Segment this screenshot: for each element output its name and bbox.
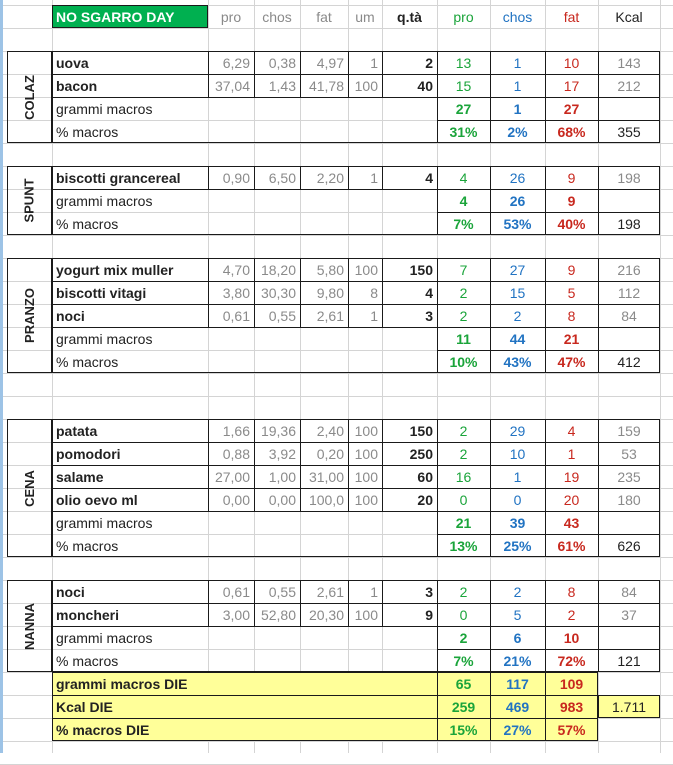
perc-pro[interactable]: 10% xyxy=(449,353,478,370)
pro-grams[interactable]: 2 xyxy=(459,445,468,462)
grammi-pro[interactable]: 27 xyxy=(455,100,472,117)
chos-per-unit[interactable]: 19,36 xyxy=(260,422,296,439)
pro-grams[interactable]: 2 xyxy=(459,583,468,600)
perc-fat[interactable]: 40% xyxy=(557,215,586,232)
fat-grams[interactable]: 1 xyxy=(567,445,576,462)
pro-grams[interactable]: 7 xyxy=(459,261,468,278)
unit-measure[interactable]: 1 xyxy=(370,169,378,186)
perc-kcal-total[interactable]: 355 xyxy=(617,123,641,140)
cell-border xyxy=(300,166,301,189)
fat-per-unit[interactable]: 2,61 xyxy=(316,307,344,324)
quantity[interactable]: 4 xyxy=(425,284,433,301)
chos-per-unit[interactable]: 3,92 xyxy=(268,445,296,462)
grammi-chos[interactable]: 26 xyxy=(509,192,526,209)
fat-grams[interactable]: 9 xyxy=(567,261,576,278)
cell-border xyxy=(208,51,209,97)
chos-per-unit[interactable]: 52,80 xyxy=(260,606,296,623)
food-name[interactable]: olio oevo ml xyxy=(56,491,138,508)
grammi-fat[interactable]: 10 xyxy=(563,629,580,646)
grammi-fat[interactable]: 43 xyxy=(563,514,580,531)
cell-border xyxy=(348,419,349,511)
cell-border xyxy=(348,166,349,189)
perc-chos[interactable]: 25% xyxy=(503,537,532,554)
grammi-macros-label[interactable]: grammi macros xyxy=(56,514,153,531)
unit-measure[interactable]: 100 xyxy=(354,468,378,485)
cell-border xyxy=(382,580,383,626)
pro-per-unit[interactable]: 3,80 xyxy=(222,284,250,301)
cell-border xyxy=(545,580,546,672)
fat-per-unit[interactable]: 20,30 xyxy=(308,606,344,623)
gridline-h xyxy=(0,557,673,558)
pro-per-unit[interactable]: 6,29 xyxy=(222,54,250,71)
fat-grams[interactable]: 17 xyxy=(563,77,580,94)
perc-macros-label[interactable]: % macros xyxy=(56,215,119,232)
cell-border xyxy=(382,258,383,327)
totals-perc-fat[interactable]: 57% xyxy=(557,721,586,738)
totals-perc-label[interactable]: % macros DIE xyxy=(56,721,150,738)
cell-border xyxy=(490,419,491,557)
cell-border xyxy=(52,189,660,190)
food-name[interactable]: pomodori xyxy=(56,445,121,462)
food-name[interactable]: uova xyxy=(56,54,89,71)
gridline-h xyxy=(0,143,673,144)
cell-border xyxy=(254,51,255,97)
cell-border xyxy=(437,51,438,143)
chos-grams[interactable]: 10 xyxy=(509,445,526,462)
kcal[interactable]: 84 xyxy=(621,583,637,600)
cell-border xyxy=(382,419,383,511)
cell-border xyxy=(254,258,255,327)
chos-per-unit[interactable]: 0,00 xyxy=(268,491,296,508)
totals-kcal-grand[interactable]: 1.711 xyxy=(612,698,646,715)
food-name[interactable]: salame xyxy=(56,468,104,485)
cell-border xyxy=(598,419,599,557)
food-name[interactable]: patata xyxy=(56,422,98,439)
grammi-macros-label[interactable]: grammi macros xyxy=(56,100,153,117)
fat-grams[interactable]: 2 xyxy=(567,606,576,623)
kcal[interactable]: 212 xyxy=(617,77,641,94)
cell-border xyxy=(348,51,349,97)
grammi-pro[interactable]: 4 xyxy=(459,192,468,209)
perc-chos[interactable]: 21% xyxy=(503,652,532,669)
totals-kcal-label[interactable]: Kcal DIE xyxy=(56,698,113,715)
cell-border xyxy=(382,166,383,189)
section-label-text: COLAZ xyxy=(22,74,37,120)
cell-border xyxy=(52,97,660,98)
perc-kcal-total[interactable]: 198 xyxy=(617,215,641,232)
fat-grams[interactable]: 8 xyxy=(567,583,576,600)
cell-border xyxy=(348,258,349,327)
unit-measure[interactable]: 1 xyxy=(370,54,378,71)
food-name[interactable]: noci xyxy=(56,583,85,600)
chos-per-unit[interactable]: 1,00 xyxy=(268,468,296,485)
fat-grams[interactable]: 8 xyxy=(567,307,576,324)
chos-grams[interactable]: 2 xyxy=(513,583,522,600)
chos-grams[interactable]: 5 xyxy=(513,606,522,623)
quantity[interactable]: 60 xyxy=(417,468,433,485)
fat-per-unit[interactable]: 2,40 xyxy=(316,422,344,439)
gridline-h xyxy=(0,373,673,374)
unit-measure[interactable]: 1 xyxy=(370,583,378,600)
cell-border xyxy=(437,419,438,557)
gridline-h xyxy=(0,741,673,742)
totals-grammi-fat[interactable]: 109 xyxy=(559,675,584,692)
totals-perc-chos[interactable]: 27% xyxy=(503,721,532,738)
cell-border xyxy=(437,212,660,213)
cell-border xyxy=(52,327,660,328)
cell-border xyxy=(545,51,546,143)
quantity[interactable]: 9 xyxy=(425,606,433,623)
cell-border xyxy=(254,580,255,626)
cell-border xyxy=(490,580,491,672)
totals-kcal-pro[interactable]: 259 xyxy=(451,698,476,715)
perc-chos[interactable]: 2% xyxy=(507,123,528,140)
chos-grams[interactable]: 0 xyxy=(513,491,522,508)
cell-border xyxy=(437,580,438,672)
fat-per-unit[interactable]: 5,80 xyxy=(316,261,344,278)
pro-per-unit[interactable]: 0,88 xyxy=(222,445,250,462)
quantity[interactable]: 150 xyxy=(409,261,433,278)
chos-grams[interactable]: 27 xyxy=(509,261,526,278)
cell-border xyxy=(300,258,301,327)
grammi-fat[interactable]: 9 xyxy=(567,192,576,209)
fat-per-unit[interactable]: 0,20 xyxy=(316,445,344,462)
quantity[interactable]: 3 xyxy=(425,307,433,324)
perc-fat[interactable]: 68% xyxy=(557,123,586,140)
gridline-v xyxy=(660,0,661,753)
section-label xyxy=(7,258,52,373)
perc-fat[interactable]: 72% xyxy=(557,652,586,669)
fat-per-unit[interactable]: 100,0 xyxy=(308,491,344,508)
pro-per-unit[interactable]: 4,70 xyxy=(222,261,250,278)
cell-border xyxy=(545,672,546,741)
cell-border xyxy=(490,258,491,373)
grammi-chos[interactable]: 6 xyxy=(513,629,522,646)
cell-border xyxy=(208,258,209,327)
perc-fat[interactable]: 47% xyxy=(557,353,586,370)
pro-grams[interactable]: 2 xyxy=(459,422,468,439)
unit-measure[interactable]: 100 xyxy=(354,77,378,94)
cell-border xyxy=(52,626,660,627)
gridline-h xyxy=(0,396,673,397)
grammi-macros-label[interactable]: grammi macros xyxy=(56,192,153,209)
quantity[interactable]: 3 xyxy=(425,583,433,600)
cell-border xyxy=(545,166,546,235)
fat-grams[interactable]: 4 xyxy=(567,422,576,439)
row-header-edge xyxy=(0,0,3,753)
column-header[interactable]: Kcal xyxy=(615,8,643,25)
grammi-macros-label[interactable]: grammi macros xyxy=(56,330,153,347)
fat-grams[interactable]: 9 xyxy=(567,169,576,186)
section-label xyxy=(7,51,52,143)
cell-border xyxy=(52,304,660,305)
gridline-h xyxy=(0,28,673,29)
chos-per-unit[interactable]: 1,43 xyxy=(268,77,296,94)
pro-per-unit[interactable]: 37,04 xyxy=(214,77,250,94)
cell-border xyxy=(437,350,660,351)
fat-grams[interactable]: 10 xyxy=(563,54,580,71)
perc-macros-label[interactable]: % macros xyxy=(56,353,119,370)
grammi-fat[interactable]: 21 xyxy=(563,330,580,347)
cell-border xyxy=(52,511,660,512)
chos-per-unit[interactable]: 0,38 xyxy=(268,54,296,71)
grammi-pro[interactable]: 11 xyxy=(456,330,471,347)
cell-border xyxy=(300,419,301,511)
unit-measure[interactable]: 100 xyxy=(354,445,378,462)
grammi-macros-label[interactable]: grammi macros xyxy=(56,629,153,646)
food-name[interactable]: yogurt mix muller xyxy=(56,261,174,278)
chos-grams[interactable]: 15 xyxy=(509,284,526,301)
column-header[interactable]: pro xyxy=(453,8,474,25)
chos-grams[interactable]: 2 xyxy=(513,307,522,324)
pro-per-unit[interactable]: 0,00 xyxy=(222,491,250,508)
pro-per-unit[interactable]: 0,61 xyxy=(222,583,250,600)
section-label xyxy=(7,166,52,235)
cell-border xyxy=(490,51,491,143)
totals-grammi-label[interactable]: grammi macros DIE xyxy=(56,675,188,692)
pro-grams[interactable]: 0 xyxy=(459,491,468,508)
kcal[interactable]: 112 xyxy=(617,284,641,301)
column-header[interactable]: pro xyxy=(220,8,242,25)
kcal[interactable]: 198 xyxy=(617,169,641,186)
gridline-h xyxy=(0,235,673,236)
perc-pro[interactable]: 7% xyxy=(453,215,474,232)
cell-border xyxy=(545,419,546,557)
pro-per-unit[interactable]: 1,66 xyxy=(222,422,250,439)
cell-border xyxy=(437,649,660,650)
cell-border xyxy=(254,166,255,189)
perc-kcal-total[interactable]: 412 xyxy=(617,353,641,370)
chos-per-unit[interactable]: 30,30 xyxy=(260,284,296,301)
food-name[interactable]: noci xyxy=(56,307,85,324)
grammi-pro[interactable]: 2 xyxy=(459,629,468,646)
totals-kcal-fat[interactable]: 983 xyxy=(559,698,584,715)
quantity[interactable]: 250 xyxy=(409,445,433,462)
fat-per-unit[interactable]: 9,80 xyxy=(316,284,344,301)
column-header[interactable]: chos xyxy=(262,8,292,25)
chos-grams[interactable]: 26 xyxy=(509,169,526,186)
perc-kcal-total[interactable]: 121 xyxy=(617,652,641,669)
fat-per-unit[interactable]: 2,61 xyxy=(316,583,344,600)
quantity[interactable]: 150 xyxy=(409,422,433,439)
cell-border xyxy=(52,442,660,443)
pro-per-unit[interactable]: 3,00 xyxy=(222,606,250,623)
grammi-chos[interactable]: 44 xyxy=(509,330,526,347)
kcal[interactable]: 235 xyxy=(617,468,641,485)
column-header[interactable]: fat xyxy=(563,8,580,25)
unit-measure[interactable]: 8 xyxy=(370,284,378,301)
cell-border xyxy=(437,672,438,741)
chos-grams[interactable]: 1 xyxy=(513,54,522,71)
column-header[interactable]: fat xyxy=(316,8,332,25)
pro-grams[interactable]: 2 xyxy=(459,284,468,301)
cell-border xyxy=(52,603,660,604)
cell-border xyxy=(52,488,660,489)
chos-grams[interactable]: 1 xyxy=(513,77,522,94)
perc-macros-label[interactable]: % macros xyxy=(56,652,119,669)
section-label-text: SPUNT xyxy=(22,178,37,223)
cell-border xyxy=(208,419,209,511)
perc-pro[interactable]: 13% xyxy=(449,537,478,554)
pro-per-unit[interactable]: 0,61 xyxy=(222,307,250,324)
perc-macros-label[interactable]: % macros xyxy=(56,123,119,140)
unit-measure[interactable]: 100 xyxy=(354,422,378,439)
grammi-chos[interactable]: 1 xyxy=(513,100,522,117)
food-name[interactable]: biscotti vitagi xyxy=(56,284,147,301)
cell-border xyxy=(52,718,598,719)
cell-border xyxy=(52,74,660,75)
cell-border xyxy=(598,166,599,235)
kcal[interactable]: 84 xyxy=(621,307,637,324)
quantity[interactable]: 40 xyxy=(417,77,433,94)
unit-measure[interactable]: 1 xyxy=(370,307,378,324)
kcal[interactable]: 216 xyxy=(617,261,641,278)
cell-border xyxy=(490,166,491,235)
quantity[interactable]: 4 xyxy=(425,169,433,186)
pro-grams[interactable]: 2 xyxy=(459,307,468,324)
fat-grams[interactable]: 19 xyxy=(563,468,580,485)
food-name[interactable]: biscotti grancereal xyxy=(56,169,181,186)
chos-per-unit[interactable]: 0,55 xyxy=(268,583,296,600)
kcal[interactable]: 37 xyxy=(621,606,637,623)
chos-grams[interactable]: 29 xyxy=(509,422,526,439)
food-name[interactable]: bacon xyxy=(56,77,98,94)
column-header[interactable]: chos xyxy=(502,8,533,25)
perc-chos[interactable]: 53% xyxy=(503,215,532,232)
cell-border xyxy=(254,419,255,511)
cell-border xyxy=(52,281,660,282)
cell-border xyxy=(348,580,349,626)
chos-per-unit[interactable]: 0,55 xyxy=(268,307,296,324)
fat-per-unit[interactable]: 41,78 xyxy=(308,77,344,94)
column-header[interactable]: q.tà xyxy=(397,8,422,25)
cell-border xyxy=(382,51,383,97)
perc-macros-label[interactable]: % macros xyxy=(56,537,119,554)
section-label xyxy=(7,419,52,557)
totals-grammi-pro[interactable]: 65 xyxy=(455,675,472,692)
cell-border xyxy=(300,580,301,626)
perc-pro[interactable]: 31% xyxy=(449,123,478,140)
fat-per-unit[interactable]: 4,97 xyxy=(316,54,344,71)
cell-border xyxy=(208,580,209,626)
pro-grams[interactable]: 4 xyxy=(459,169,468,186)
quantity[interactable]: 2 xyxy=(425,54,433,71)
unit-measure[interactable]: 100 xyxy=(354,491,378,508)
chos-per-unit[interactable]: 18,20 xyxy=(260,261,296,278)
chos-per-unit[interactable]: 6,50 xyxy=(268,169,296,186)
cell-border xyxy=(52,465,660,466)
cell-border xyxy=(545,258,546,373)
gridline-v xyxy=(382,0,383,753)
totals-kcal-chos[interactable]: 469 xyxy=(505,698,530,715)
pro-grams[interactable]: 13 xyxy=(455,54,472,71)
pro-per-unit[interactable]: 0,90 xyxy=(222,169,250,186)
cell-border xyxy=(437,120,660,121)
cell-border xyxy=(437,258,438,373)
fat-per-unit[interactable]: 2,20 xyxy=(316,169,344,186)
cell-border xyxy=(598,580,599,672)
cell-border xyxy=(300,51,301,97)
kcal[interactable]: 159 xyxy=(617,422,641,439)
pro-grams[interactable]: 15 xyxy=(455,77,472,94)
grammi-pro[interactable]: 21 xyxy=(455,514,472,531)
cell-border xyxy=(208,166,209,189)
kcal[interactable]: 53 xyxy=(621,445,637,462)
cell-border xyxy=(490,672,491,741)
cell-border xyxy=(437,166,438,235)
pro-per-unit[interactable]: 27,00 xyxy=(214,468,250,485)
perc-pro[interactable]: 7% xyxy=(453,652,474,669)
fat-grams[interactable]: 5 xyxy=(567,284,576,301)
pro-grams[interactable]: 16 xyxy=(455,468,472,485)
perc-kcal-total[interactable]: 626 xyxy=(617,537,641,554)
unit-measure[interactable]: 100 xyxy=(354,261,378,278)
cell-border xyxy=(437,534,660,535)
pro-grams[interactable]: 0 xyxy=(459,606,468,623)
unit-measure[interactable]: 100 xyxy=(354,606,378,623)
fat-grams[interactable]: 20 xyxy=(563,491,580,508)
cell-border xyxy=(598,258,599,373)
totals-perc-pro[interactable]: 15% xyxy=(449,721,478,738)
fat-per-unit[interactable]: 31,00 xyxy=(308,468,344,485)
sheet-title[interactable]: NO SGARRO DAY xyxy=(56,8,175,25)
grammi-fat[interactable]: 27 xyxy=(563,100,580,117)
column-header[interactable]: um xyxy=(355,8,375,25)
food-name[interactable]: moncheri xyxy=(56,606,120,623)
quantity[interactable]: 20 xyxy=(417,491,433,508)
kcal[interactable]: 180 xyxy=(617,491,641,508)
perc-chos[interactable]: 43% xyxy=(503,353,532,370)
section-label-text: CENA xyxy=(22,469,37,507)
chos-grams[interactable]: 1 xyxy=(513,468,522,485)
section-label xyxy=(7,580,52,672)
section-label-text: PRANZO xyxy=(22,288,38,343)
kcal[interactable]: 143 xyxy=(617,54,641,71)
section-label-text: NANNA xyxy=(22,602,38,650)
cell-border xyxy=(598,51,599,143)
perc-fat[interactable]: 61% xyxy=(557,537,586,554)
totals-grammi-chos[interactable]: 117 xyxy=(506,675,529,692)
grammi-chos[interactable]: 39 xyxy=(509,514,526,531)
cell-border xyxy=(52,695,598,696)
